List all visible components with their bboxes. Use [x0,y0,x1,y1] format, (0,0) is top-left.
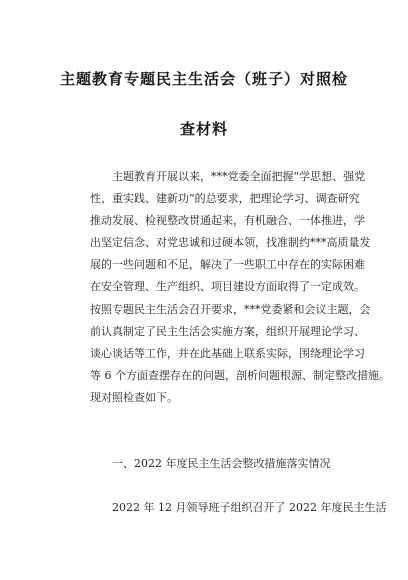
paragraph-line: 等 6 个方面查摆存在的问题，剖析问题根源、制定整改措施。 [90,368,390,382]
paragraph-line: 出坚定信念、对党忠诚和过硬本领，找准制约***高质量发 [90,236,371,250]
document-title-line-2: 查材料 [179,120,228,138]
paragraph-line: 主题教育开展以来，***党委全面把握“学思想、强党 [90,170,366,183]
paragraph-line: 谈心谈话等工作，并在此基础上联系实际，围绕理论学习 [90,346,365,360]
paragraph-line: 性、重实践、建新功”的总要求，把理论学习、调查研究 [90,192,360,206]
intro-paragraph [90,166,390,409]
section-heading: 一、2022 年度民主生活会整改措施落实情况 [90,457,331,470]
section-first-line: 2022 年 12 月领导班子组织召开了 2022 年度民主生活 [90,501,387,514]
paragraph-line: 在安全管理、生产组织、项目建设方面取得了一定成效。 [90,280,365,294]
paragraph-line: 前认真制定了民主生活会实施方案，组织开展理论学习、 [90,324,365,338]
paragraph-line: 展的一些问题和不足，解决了一些职工中存在的实际困难 [90,258,365,272]
document-title-line-1: 主题教育专题民主生活会（班子）对照检 [59,70,348,88]
paragraph-line: 现对照检查如下。 [90,390,178,404]
paragraph-line: 按照专题民主生活会召开要求，***党委紧和会议主题，会 [90,302,371,316]
paragraph-line: 推动发展、检视整改贯通起来，有机融合、一体推进，学 [90,214,365,228]
